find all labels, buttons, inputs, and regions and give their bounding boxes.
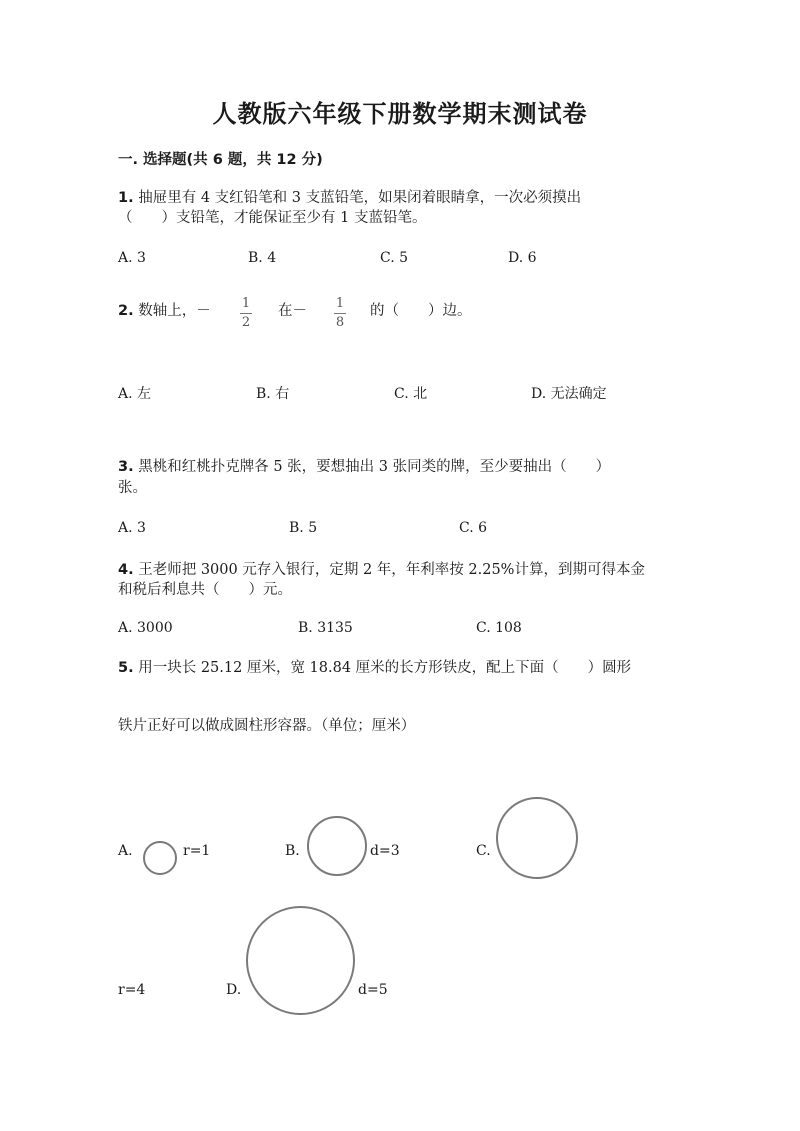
fraction-bar [334,313,346,314]
question-text: 抽屉里有 4 支红铅笔和 3 支蓝铅笔，如果闭着眼睛拿，一次必须摸出 [138,190,582,206]
question-text: 王老师把 3000 元存入银行，定期 2 年，年利率按 2.25%计算，到期可得本金 [138,562,645,578]
option-d-value: d=5 [358,982,388,998]
fraction-one-eighth [334,297,346,330]
fraction-denominator: 8 [335,315,345,330]
option-d: D. 无法确定 [531,386,607,402]
question-5-line-1 [118,658,631,678]
circle-option-b [307,816,367,876]
fraction-numerator: 1 [335,296,345,311]
option-b: B. 4 [248,250,277,266]
question-number: 3. [118,459,134,475]
fraction-one-half [240,297,252,330]
option-b-value: d=3 [370,843,400,859]
question-4-line-1 [118,560,645,580]
option-a-value: r=1 [183,843,211,859]
question-text: 数轴上，－ [138,303,211,319]
question-1-line-2: （ ）支铅笔，才能保证至少有 1 支蓝铅笔。 [118,210,427,226]
circle-option-d [246,906,355,1015]
option-b-label: B. [285,843,300,859]
option-c-label: C. [476,843,491,859]
question-number: 5. [118,660,134,676]
option-c: C. 6 [459,520,488,536]
question-number: 4. [118,562,134,578]
option-c: C. 108 [476,620,522,636]
question-3-line-2: 张。 [118,480,147,496]
option-c-value: r=4 [118,982,146,998]
option-d-label: D. [226,982,242,998]
question-4-line-2: 和税后利息共（ ）元。 [118,582,292,598]
option-c: C. 北 [394,386,428,402]
fraction-bar [240,313,252,314]
circle-option-c [496,797,578,879]
page-title: 人教版六年级下册数学期末测试卷 [212,100,588,128]
option-a: A. 3 [118,520,146,536]
option-a: A. 左 [118,386,152,402]
question-number: 2. [118,303,134,319]
section-heading: 一. 选择题(共 6 题，共 12 分) [118,152,323,168]
option-a-label: A. [118,843,133,859]
option-b: B. 右 [256,386,290,402]
question-text: 的（ ）边。 [370,303,472,319]
question-text: 黑桃和红桃扑克牌各 5 张，要想抽出 3 张同类的牌，至少要抽出（ ） [138,459,611,475]
question-3-line-1 [118,457,610,477]
fraction-denominator: 2 [241,315,251,330]
question-1-line-1 [118,188,581,208]
option-c: C. 5 [380,250,409,266]
option-a: A. 3000 [118,620,173,636]
option-a: A. 3 [118,250,146,266]
fraction-numerator: 1 [241,296,251,311]
question-number: 1. [118,190,134,206]
question-2-line-1 [118,301,211,321]
question-5-line-2: 铁片正好可以做成圆柱形容器。（单位；厘米） [118,718,416,734]
circle-option-a [143,841,177,875]
option-b: B. 5 [289,520,318,536]
question-text: 用一块长 25.12 厘米，宽 18.84 厘米的长方形铁皮，配上下面（ ）圆形 [138,660,632,676]
option-d: D. 6 [508,250,537,266]
option-b: B. 3135 [298,620,353,636]
question-text: 在－ [278,303,307,319]
